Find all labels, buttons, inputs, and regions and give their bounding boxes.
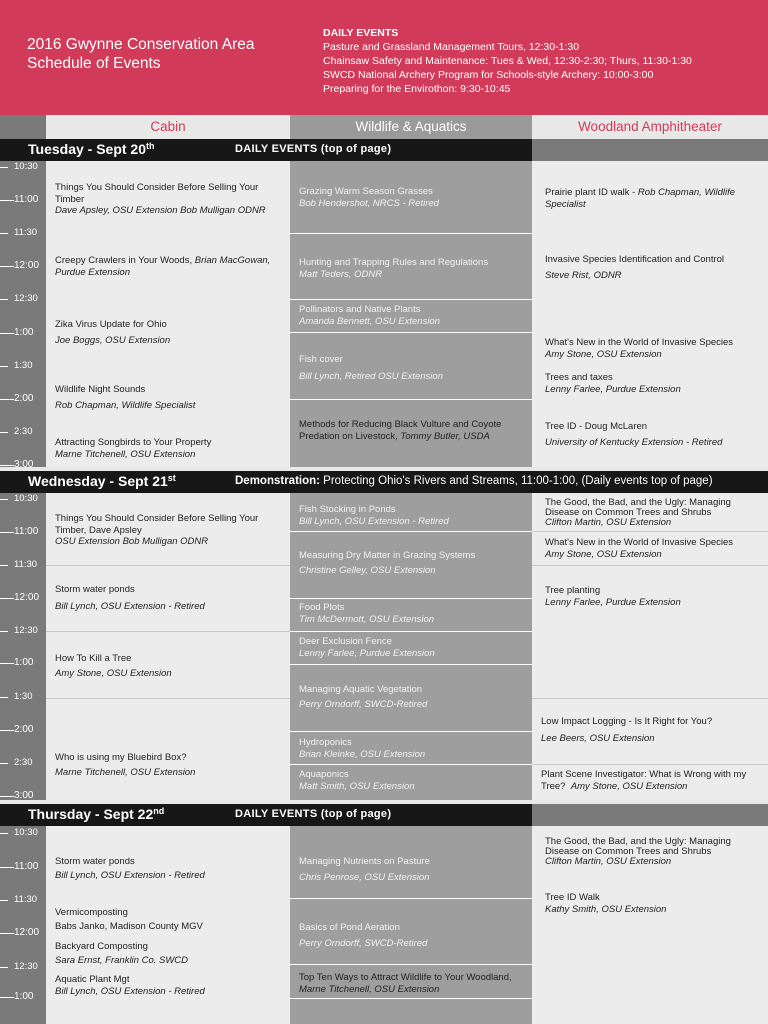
divider [290,898,532,899]
divider [532,764,768,765]
divider [290,598,532,599]
page-title: 2016 Gwynne Conservation Area Schedule of Events [27,36,255,72]
event-item: Top Ten Ways to Attract Wildlife to Your Woodland, Marne Titchenell, OSU Extension [299,972,512,995]
time-tick: 2:30 [0,427,46,438]
time-tick: 10:30 [0,162,46,173]
event-item: Things You Should Consider Before Selling Your Timber, Dave Apsley OSU Extension Bob Mulligan ODNR [55,513,259,547]
divider [290,332,532,333]
column-wildlife: Wildlife & Aquatics [355,119,467,134]
divider [290,399,532,400]
event-item: Who is using my Bluebird Box? Marne Titchenell, OSU Extension [55,752,196,778]
event-item: Grazing Warm Season Grasses Bob Hendershot, NRCS - Retired [299,186,439,209]
day-note: Demonstration: Protecting Ohio's Rivers and Streams, 11:00-1:00, (Daily events top of page) [235,475,713,487]
daily-event: Pasture and Grassland Management Tours, 12:30-1:30 [323,41,580,53]
time-tick: 11:30 [0,560,46,571]
event-item: Tree ID - Doug McLaren University of Kentucky Extension - Retired [545,421,723,448]
day-label: Thursday - Sept 22 [28,806,154,822]
daily-events-heading: DAILY EVENTS [323,27,399,39]
event-item: What's New in the World of Invasive Species Amy Stone, OSU Extension [545,337,734,360]
event-item: Aquaponics Matt Smith, OSU Extension [299,769,415,792]
section-tuesday [0,161,768,470]
event-item: What's New in the World of Invasive Species Amy Stone, OSU Extension [545,537,734,560]
event-item: Aquatic Plant Mgt Bill Lynch, OSU Extension - Retired [55,974,205,997]
event-item: Prairie plant ID walk - Rob Chapman, Wildlife Specialist [545,187,735,210]
divider [46,565,290,566]
time-tick: 2:00 [0,725,46,736]
event-item: Storm water ponds Bill Lynch, OSU Extension - Retired [55,856,205,881]
time-tick: 12:30 [0,962,46,973]
header-banner [0,0,768,115]
event-item: How To Kill a Tree Amy Stone, OSU Extension [55,653,172,679]
time-tick: 12:30 [0,626,46,637]
time-tick: 2:00 [0,394,46,405]
divider [290,764,532,765]
event-item: Tree ID Walk Kathy Smith, OSU Extension [545,892,667,915]
event-item: Creepy Crawlers in Your Woods, Brian MacGowan, Purdue Extension [55,255,271,278]
timeline-header [0,115,46,139]
event-item: Vermicomposting Babs Janko, Madison County MGV [55,907,203,932]
event-item: Deer Exclusion Fence Lenny Farlee, Purdue Extension [299,636,435,659]
day-note: DAILY EVENTS (top of page) [235,808,392,820]
day-label: Tuesday - Sept 20 [28,141,147,157]
daily-event: Chainsaw Safety and Maintenance: Tues & Wed, 12:30-2:30; Thurs, 11:30-1:30 [323,55,692,67]
event-item: Measuring Dry Matter in Grazing Systems Christine Gelley, OSU Extension [299,550,476,576]
day-name [28,473,176,489]
timeline [0,161,46,467]
divider [532,565,768,566]
timeline [0,493,46,800]
day-bar-end [532,139,768,161]
time-tick: 10:30 [0,828,46,839]
event-item: Zika Virus Update for Ohio Joe Boggs, OSU Extension [55,319,171,346]
time-tick: 12:00 [0,261,46,272]
event-item: Wildlife Night Sounds Rob Chapman, Wildlife Specialist [55,384,196,411]
divider [532,698,768,699]
daily-event: Preparing for the Envirothon: 9:30-10:45 [323,83,511,95]
event-item: Invasive Species Identification and Control Steve Rist, ODNR [545,254,725,281]
time-tick: 10:30 [0,494,46,505]
event-item: Attracting Songbirds to Your Property Marne Titchenell, OSU Extension [55,437,212,460]
divider [290,998,532,999]
event-item: Fish Stocking in Ponds Bill Lynch, OSU Extension - Retired [299,504,449,527]
event-item: Managing Nutrients on Pasture Chris Penrose, OSU Extension [299,856,430,883]
event-item: The Good, the Bad, and the Ugly: Managing Disease on Common Trees and Shrubs Clifton Martin, OSU Extension [545,836,731,867]
event-item: Hydroponics Brian Kleinke, OSU Extension [299,737,426,760]
day-bar-wednesday [0,471,768,493]
event-item: Pollinators and Native Plants Amanda Bennett, OSU Extension [299,304,440,327]
section-wednesday [0,493,768,800]
day-suffix: nd [153,806,165,816]
event-item: Things You Should Consider Before Selling Your Timber Dave Apsley, OSU Extension Bob Mulligan ODNR [55,182,266,216]
event-item: The Good, the Bad, and the Ugly: Managing Disease on Common Trees and Shrubs Clifton Martin, OSU Extension [545,497,731,528]
time-tick: 12:00 [0,928,46,939]
daily-event: SWCD National Archery Program for Schools-style Archery: 10:00-3:00 [323,69,654,81]
time-tick: 1:30 [0,361,46,372]
event-item: Managing Aquatic Vegetation Perry Orndorff, SWCD-Retired [299,684,428,710]
time-tick: 3:00 [0,460,46,471]
divider [290,964,532,965]
column-woodland: Woodland Amphitheater [578,119,722,134]
day-suffix: th [146,141,155,151]
day-bar-end [532,804,768,826]
time-tick: 11:00 [0,527,46,538]
event-item: Food Plots Tim McDermott, OSU Extension [299,602,435,625]
event-item: Storm water ponds Bill Lynch, OSU Extension - Retired [55,584,205,612]
time-tick: 12:00 [0,593,46,604]
divider [290,664,532,665]
time-tick: 11:30 [0,228,46,239]
time-tick: 2:30 [0,758,46,769]
divider [290,531,532,532]
event-item: Tree planting Lenny Farlee, Purdue Extension [545,585,681,608]
event-item: Trees and taxes Lenny Farlee, Purdue Extension [545,372,681,395]
daily-events [323,26,692,96]
event-item: Plant Scene Investigator: What is Wrong with my Tree? Amy Stone, OSU Extension [541,769,747,792]
day-bar-tuesday [0,139,768,161]
divider [290,631,532,632]
time-tick: 3:00 [0,791,46,802]
divider [290,299,532,300]
day-name [28,806,164,822]
day-label: Wednesday - Sept 21 [28,473,168,489]
divider [46,631,290,632]
event-item: Hunting and Trapping Rules and Regulations Matt Teders, ODNR [299,257,489,280]
event-item: Basics of Pond Aeration Perry Orndorff, SWCD-Retired [299,922,428,949]
event-item: Low Impact Logging - Is It Right for You? Lee Beers, OSU Extension [541,716,713,744]
day-suffix: st [167,473,176,483]
day-name [28,141,155,157]
divider [46,698,290,699]
column-cabin: Cabin [150,119,186,134]
time-tick: 11:30 [0,895,46,906]
time-tick: 1:00 [0,658,46,669]
day-note: DAILY EVENTS (top of page) [235,143,392,155]
divider [532,531,768,532]
time-tick: 1:30 [0,692,46,703]
divider [290,731,532,732]
section-thursday [0,826,768,1024]
time-tick: 1:00 [0,328,46,339]
time-tick: 11:00 [0,195,46,206]
time-tick: 12:30 [0,294,46,305]
divider [290,233,532,234]
event-item: Backyard Composting Sara Ernst, Franklin Co. SWCD [55,941,189,966]
time-tick: 1:00 [0,992,46,1003]
event-item: Fish cover Bill Lynch, Retired OSU Extension [299,354,443,382]
time-tick: 11:00 [0,862,46,873]
event-item: Methods for Reducing Black Vulture and Coyote Predation on Livestock, Tommy Butler, USDA [299,419,502,442]
day-bar-thursday [0,804,768,826]
